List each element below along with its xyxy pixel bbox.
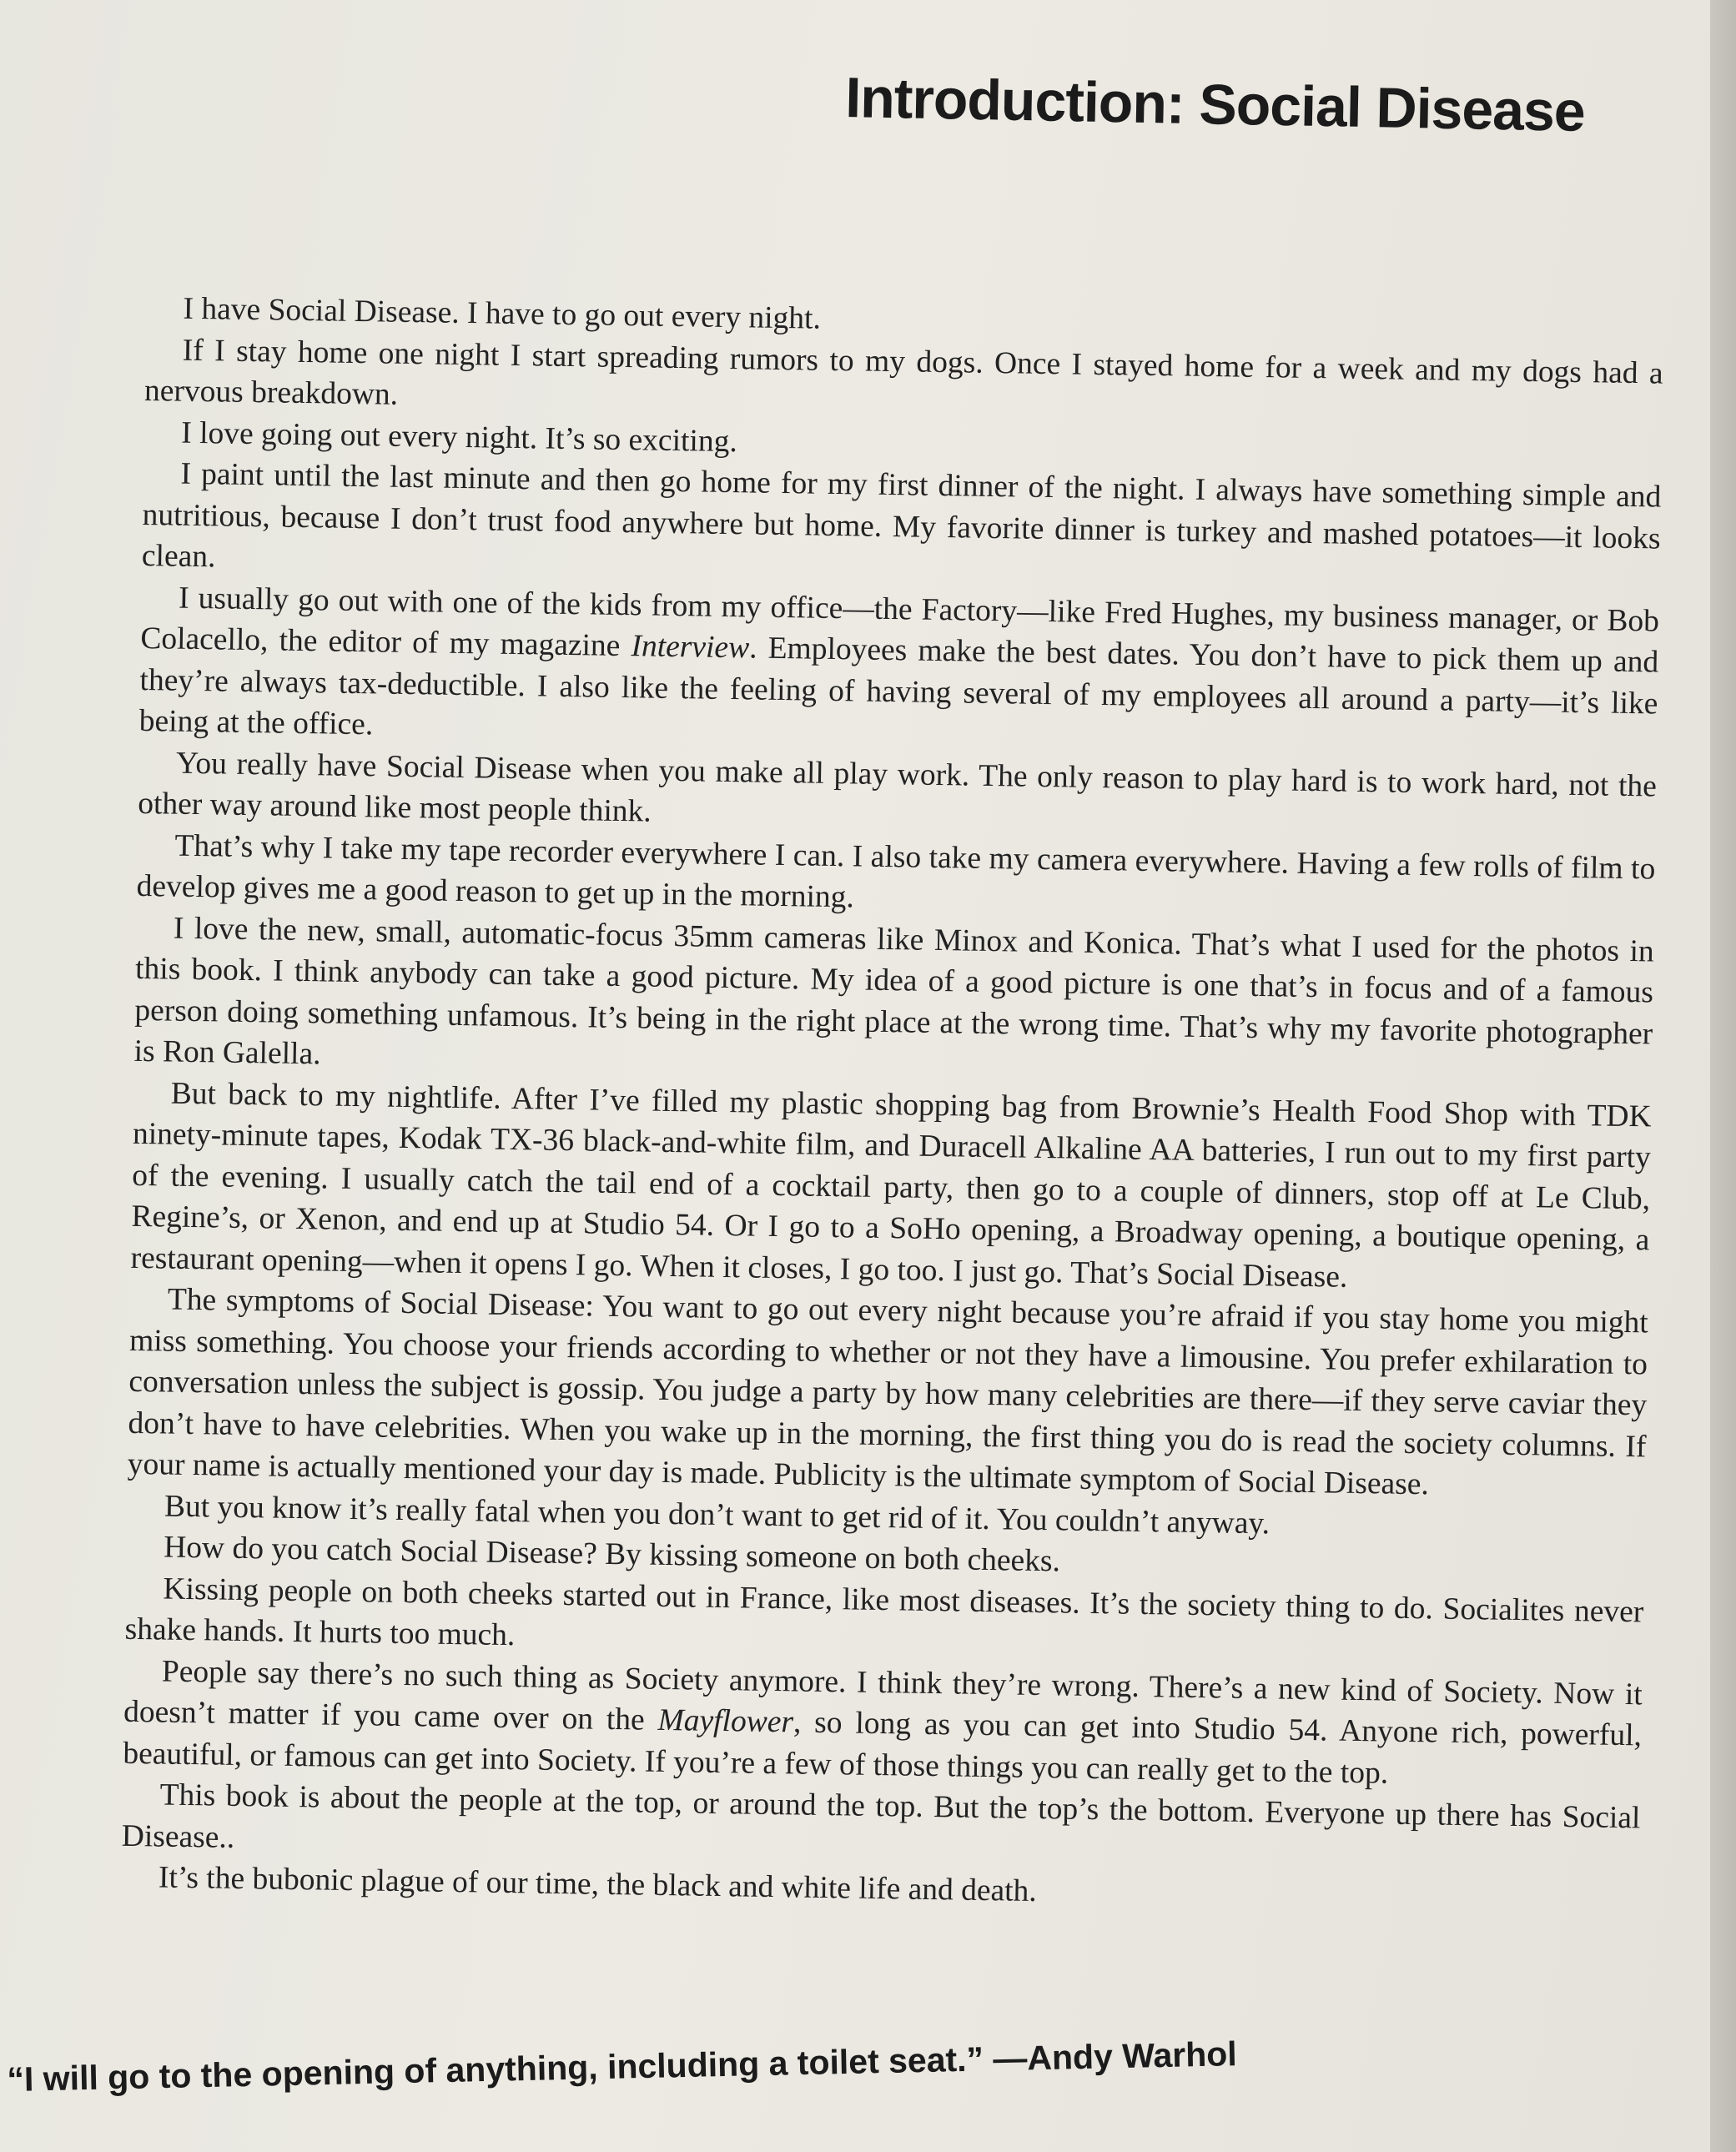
- paragraph: I paint until the last minute and then go home for my first dinner of the night. I always have something simple and nutritious, because I don’t trust food anywhere but home. My favorite dinner is turkey and mashed potatoes—it looks clean.: [141, 456, 1662, 575]
- chapter-title: Introduction: Social Disease: [844, 65, 1585, 143]
- paragraph-text: . Employees make the best dates. You don’t have to pick them up and they’re always tax-deductible. I also like the feeling of having several of my employees all around a party—it’s like being at the office.: [138, 631, 1659, 742]
- paragraph: I love going out every night. It’s so exciting.: [180, 415, 738, 459]
- paragraph: But back to my nightlife. After I’ve filled my plastic shopping bag from Brownie’s Health Food Shop with TDK ninety-minute tapes, Kodak TX-36 black-and-white film, and Duracell Alkaline AA batteries, I run out to my first party of the evening. I usually catch the tail end of a cocktail party, then go to a couple of dinners, stop off at Le Club, Regine’s, or Xenon, and end up at Studio 54. Or I go to a SoHo opening, a Broadway opening, a boutique opening, a restaurant opening—when it opens I go. When it closes, I go too. I just go. That’s Social Disease.: [130, 1076, 1652, 1295]
- paragraph: Kissing people on both cheeks started out in France, like most diseases. It’s the society thing to do. Socialites never shake hands. It hurts too much.: [124, 1571, 1644, 1653]
- pull-quote: “I will go to the opening of anything, including a toilet seat.” —Andy Warhol: [7, 2034, 1238, 2099]
- page-edge: [1710, 0, 1736, 2152]
- paragraph: I have Social Disease. I have to go out every night.: [183, 291, 822, 336]
- body-text: [121, 288, 1664, 1922]
- magazine-title: Interview: [631, 629, 750, 666]
- paragraph-text: , so long as you can get into Studio 54. Anyone rich, powerful, beautiful, or famous can get into Society. If you’re a few of those things you can really get to the top.: [123, 1705, 1643, 1791]
- paragraph: [123, 1650, 1643, 1798]
- ship-name: Mayflower: [657, 1702, 794, 1740]
- paragraph-text: I usually go out with one of the kids from my office—the Factory—like Fred Hughes, my business manager, or Bob Colacello, the editor of my magazine: [140, 581, 1660, 664]
- paragraph: This book is about the people at the top, or around the top. But the top’s the bottom. Everyone up there has Social Disease..: [121, 1777, 1641, 1855]
- paragraph: If I stay home one night I start spreading rumors to my dogs. Once I stayed home for a week and my dogs had a nervous breakdown.: [143, 333, 1663, 412]
- paragraph: It’s the bubonic plague of our time, the black and white life and death.: [158, 1860, 1038, 1909]
- paragraph: That’s why I take my tape recorder everywhere I can. I also take my camera everywhere. Having a few rolls of film to develop gives me a good reason to get up in the morning.: [136, 828, 1656, 915]
- paragraph: But you know it’s really fatal when you don’t want to get rid of it. You couldn’t anyway.: [164, 1489, 1271, 1541]
- paragraph: How do you catch Social Disease? By kissing someone on both cheeks.: [163, 1530, 1061, 1579]
- paragraph: The symptoms of Social Disease: You want to go out every night because you’re afraid if you stay home you might miss something. You choose your friends according to whether or not they have a limousine. You prefer exhilaration to conversation unless the subject is gossip. You judge a party by how many celebrities are there—if they serve caviar they don’t have to have celebrities. When you wake up in the morning, the first thing you do is read the society columns. If your name is actually mentioned your day is made. Publicity is the ultimate symptom of Social Disease.: [127, 1282, 1649, 1502]
- paragraph-text: People say there’s no such thing as Society anymore. I think they’re wrong. There’s a new kind of Society. Now it doesn’t matter if you came over on the: [123, 1654, 1643, 1737]
- paragraph: You really have Social Disease when you make all play work. The only reason to play hard is to work hard, not the other way around like most people think.: [137, 746, 1658, 829]
- paragraph: I love the new, small, automatic-focus 35mm cameras like Minox and Konica. That’s what I used for the photos in this book. I think anybody can take a good picture. My idea of a good picture is one that’s in focus and of a famous person doing something unfamous. It’s being in the right place at the wrong time. That’s why my favorite photographer is Ron Galella.: [133, 911, 1655, 1072]
- paragraph: [138, 576, 1659, 766]
